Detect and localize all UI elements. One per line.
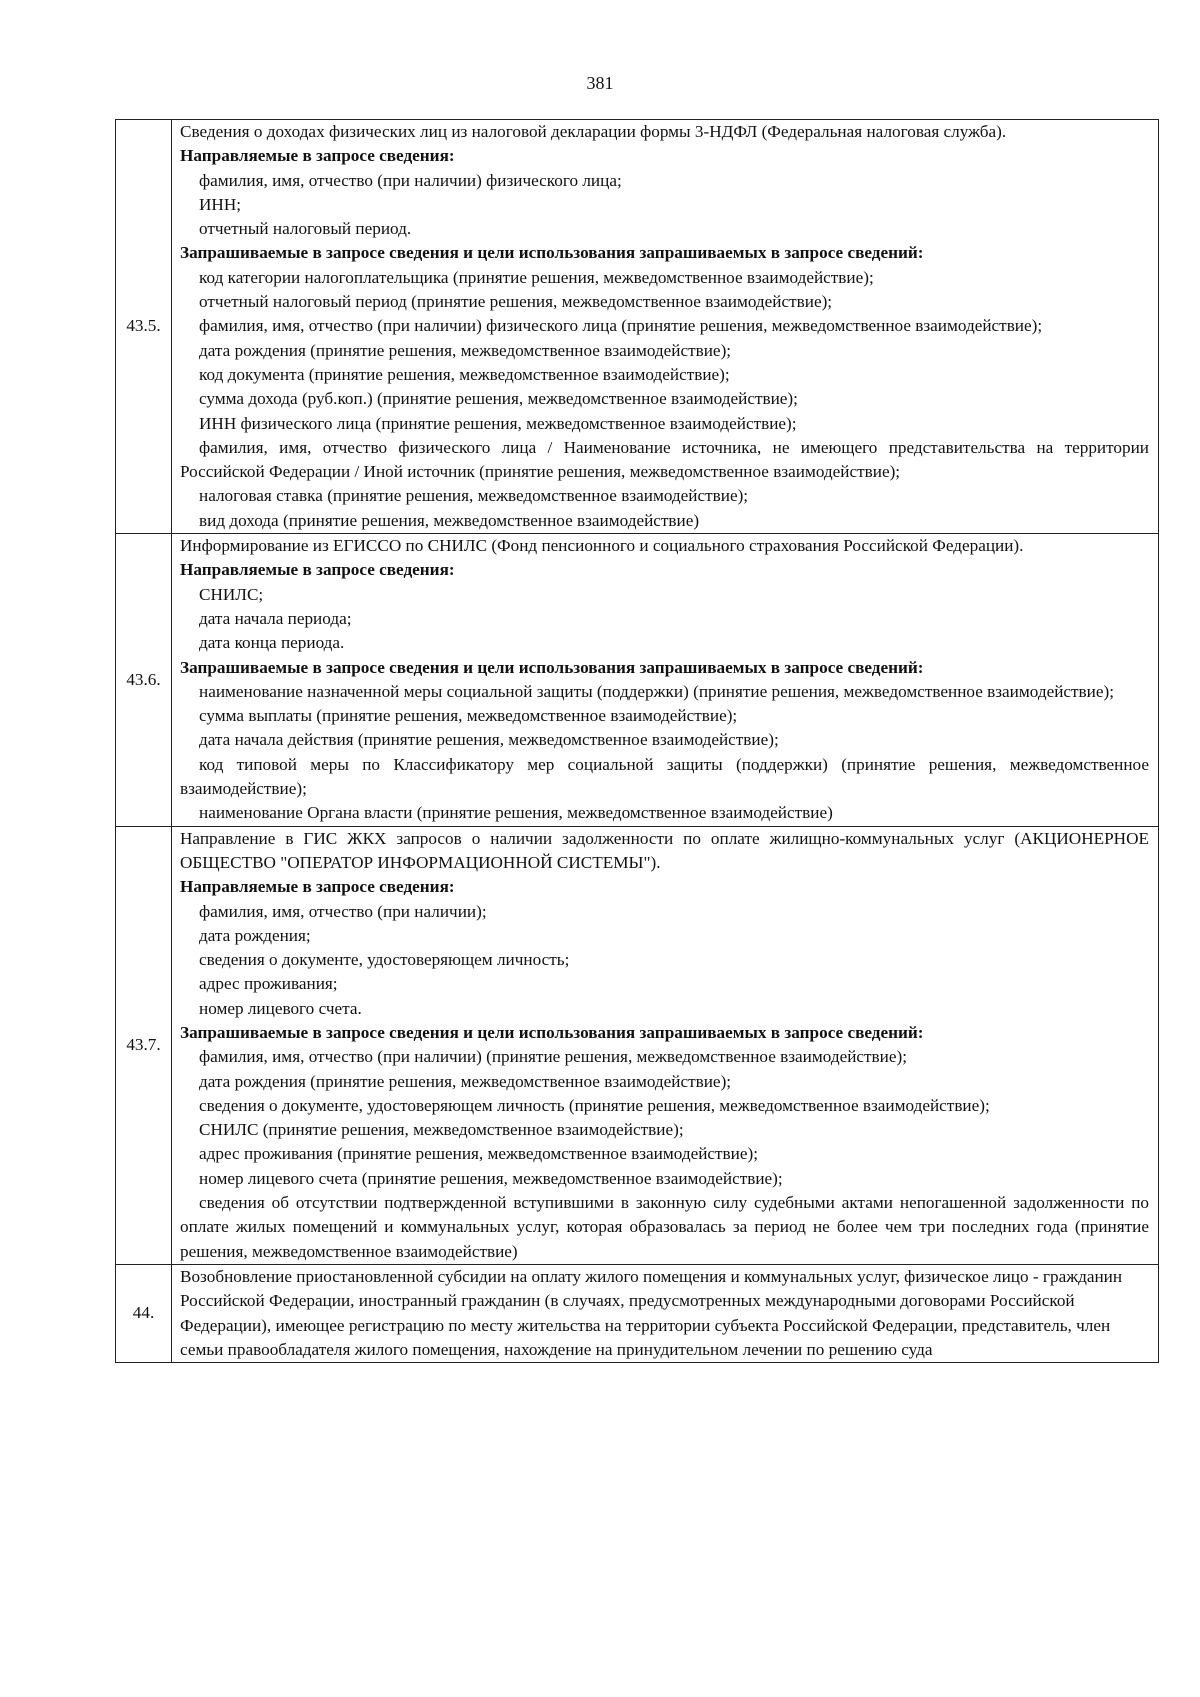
list-item: адрес проживания; [199,974,338,994]
table-row-43-5 [116,120,1159,534]
list-item: фамилия, имя, отчество физического лица / Наименование источника, не имеющего представительства на территории Российской Федерации / Иной источник (принятие решения, межведомственное взаимодействие); [180,437,1149,482]
list-item: ИНН физического лица (принятие решения, межведомственное взаимодействие); [199,413,797,433]
service-description: Возобновление приостановленной субсидии на оплату жилого помещения и коммунальных услуг, физическое лицо - гражданин Российской Федерации, иностранный гражданин (в случаях, предусмотренных международными договорами Российской Федерации), имеющее регистрацию по месту жительства на территории субъекта Российской Федерации, представитель, член семьи правообладателя жилого помещения, нахождение на принудительном лечении по решению суда [180,1266,1123,1359]
list-item: дата рождения (принятие решения, межведомственное взаимодействие); [199,340,732,360]
list-item: СНИЛС (принятие решения, межведомственное взаимодействие); [199,1120,684,1140]
list-item: дата начала периода; [199,608,352,628]
list-item: сумма выплаты (принятие решения, межведомственное взаимодействие); [199,706,738,726]
list-item: отчетный налоговый период (принятие решения, межведомственное взаимодействие); [199,292,833,312]
list-item: фамилия, имя, отчество (при наличии); [199,901,487,921]
section-heading: Направляемые в запросе сведения: [180,560,455,580]
list-item: наименование Органа власти (принятие решения, межведомственное взаимодействие) [199,803,833,823]
service-title: Информирование из ЕГИССО по СНИЛС (Фонд пенсионного и социального страхования Российской Федерации). [180,536,1024,556]
list-item: фамилия, имя, отчество (при наличии) физического лица; [199,170,622,190]
list-item: дата рождения (принятие решения, межведомственное взаимодействие); [199,1071,732,1091]
list-item: вид дохода (принятие решения, межведомственное взаимодействие) [199,510,700,530]
list-item: фамилия, имя, отчество (при наличии) (принятие решения, межведомственное взаимодействие); [199,1047,908,1067]
row-number: 43.7. [116,826,172,1264]
section-heading: Запрашиваемые в запросе сведения и цели использования запрашиваемых в запросе сведений: [180,1022,924,1042]
list-item: СНИЛС; [199,584,264,604]
row-number: 43.6. [116,534,172,827]
section-heading: Запрашиваемые в запросе сведения и цели использования запрашиваемых в запросе сведений: [180,657,924,677]
list-item: номер лицевого счета. [199,998,362,1018]
row-content [172,1264,1159,1362]
table-row-44 [116,1264,1159,1362]
document-table [115,119,1159,1363]
table-row-43-7 [116,826,1159,1264]
list-item: адрес проживания (принятие решения, межведомственное взаимодействие); [199,1144,758,1164]
list-item: сумма дохода (руб.коп.) (принятие решения, межведомственное взаимодействие); [199,389,798,409]
list-item: код документа (принятие решения, межведомственное взаимодействие); [199,364,730,384]
list-item: налоговая ставка (принятие решения, межведомственное взаимодействие); [199,486,749,506]
list-item: дата рождения; [199,925,311,945]
list-item: номер лицевого счета (принятие решения, межведомственное взаимодействие); [199,1168,783,1188]
service-title: Направление в ГИС ЖКХ запросов о наличии задолженности по оплате жилищно-коммунальных услуг (АКЦИОНЕРНОЕ ОБЩЕСТВО "ОПЕРАТОР ИНФОРМАЦИОННОЙ СИСТЕМЫ"). [180,828,1149,872]
list-item: ИНН; [199,194,242,214]
section-heading: Направляемые в запросе сведения: [180,877,455,897]
section-heading: Направляемые в запросе сведения: [180,146,455,166]
row-content [172,534,1159,827]
list-item: сведения о документе, удостоверяющем личность; [199,950,570,970]
list-item: наименование назначенной меры социальной защиты (поддержки) (принятие решения, межведомственное взаимодействие); [199,681,1114,701]
document-table-body [116,120,1159,1363]
row-content [172,120,1159,534]
list-item: код типовой меры по Классификатору мер социальной защиты (поддержки) (принятие решения, межведомственное взаимодействие); [180,754,1149,799]
row-number: 43.5. [116,120,172,534]
page-number: 381 [586,73,614,93]
service-title: Сведения о доходах физических лиц из налоговой декларации формы 3-НДФЛ (Федеральная налоговая служба). [180,122,1007,141]
list-item: сведения об отсутствии подтвержденной вступившими в законную силу судебными актами непогашенной задолженности по оплате жилых помещений и коммунальных услуг, которая образовалась за период не более чем три последних года (принятие решения, межведомственное взаимодействие) [180,1193,1149,1261]
row-number: 44. [116,1264,172,1362]
list-item: сведения о документе, удостоверяющем личность (принятие решения, межведомственное взаимодействие); [199,1095,990,1115]
list-item: отчетный налоговый период. [199,219,412,239]
section-heading: Запрашиваемые в запросе сведения и цели использования запрашиваемых в запросе сведений: [180,243,924,263]
list-item: дата конца периода. [199,633,345,653]
row-content [172,826,1159,1264]
table-row-43-6 [116,534,1159,827]
list-item: код категории налогоплательщика (принятие решения, межведомственное взаимодействие); [199,267,874,287]
list-item: дата начала действия (принятие решения, межведомственное взаимодействие); [199,730,779,750]
list-item: фамилия, имя, отчество (при наличии) физического лица (принятие решения, межведомственное взаимодействие); [199,316,1043,336]
